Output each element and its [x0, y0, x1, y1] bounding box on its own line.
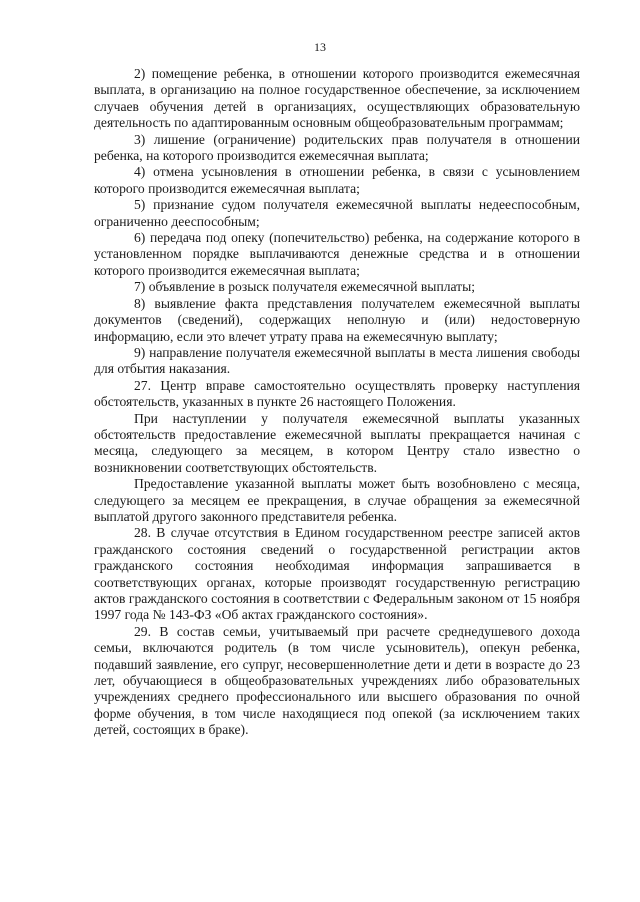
paragraph-subitem-2: 2) помещение ребенка, в отношении которого производится ежемесячная выплата, в организацию на полное государственное обеспечение, за исключением случаев обучения детей в организациях, осуществляющих образовательную деятельность по адаптированным основным общеобразовательным программам; [94, 66, 580, 131]
paragraph-subitem-8: 8) выявление факта представления получателем ежемесячной выплаты документов (сведений), содержащих неполную и (или) недостоверную информацию, если это влечет утрату права на ежемесячную выплату; [94, 295, 580, 344]
paragraph-clause-27-termination: При наступлении у получателя ежемесячной выплаты указанных обстоятельств предоставление ежемесячной выплаты прекращается начиная с месяца, следующего за месяцем, в котором Центру стало известно о возникновении соответствующих обстоятельств. [94, 410, 580, 475]
paragraph-subitem-3: 3) лишение (ограничение) родительских прав получателя в отношении ребенка, на которого производится ежемесячная выплата; [94, 131, 580, 164]
paragraph-subitem-9: 9) направление получателя ежемесячной выплаты в места лишения свободы для отбытия наказания. [94, 344, 580, 377]
paragraph-clause-27: 27. Центр вправе самостоятельно осуществлять проверку наступления обстоятельств, указанных в пункте 26 настоящего Положения. [94, 377, 580, 410]
paragraph-clause-27-resumption: Предоставление указанной выплаты может быть возобновлено с месяца, следующего за месяцем ее прекращения, в случае обращения за ежемесячной выплатой другого законного представителя ребенка. [94, 476, 580, 524]
document-body [94, 66, 580, 739]
paragraph-clause-28: 28. В случае отсутствия в Едином государственном реестре записей актов гражданского состояния сведений о государственной регистрации актов гражданского состояния необходимая информация запрашивается в соответствующих органах, которые производят государственную регистрацию актов гражданского состояния в соответствии с Федеральным законом от 15 ноября 1997 года № 143-ФЗ «Об актах гражданского состояния». [94, 525, 580, 623]
paragraph-clause-29: 29. В состав семьи, учитываемый при расчете среднедушевого дохода семьи, включаются родитель (в том числе усыновитель), опекун ребенка, подавший заявление, его супруг, несовершеннолетние дети и дети в возрасте до 23 лет, обучающиеся в общеобразовательных учреждениях либо образовательных учреждениях среднего профессионального или высшего образования по очной форме обучения, в том числе находящиеся под опекой (за исключением таких детей, состоящих в браке). [94, 623, 580, 738]
paragraph-subitem-4: 4) отмена усыновления в отношении ребенка, в связи с усыновлением которого производится ежемесячная выплата; [94, 164, 580, 196]
paragraph-subitem-7: 7) объявление в розыск получателя ежемесячной выплаты; [134, 279, 476, 295]
page-number: 13 [314, 40, 326, 54]
paragraph-subitem-5: 5) признание судом получателя ежемесячной выплаты недееспособным, ограниченно дееспособным; [94, 197, 580, 229]
paragraph-subitem-6: 6) передача под опеку (попечительство) ребенка, на содержание которого в установленном порядке выплачиваются денежные средства и в отношении которого производится ежемесячная выплата; [94, 230, 580, 278]
